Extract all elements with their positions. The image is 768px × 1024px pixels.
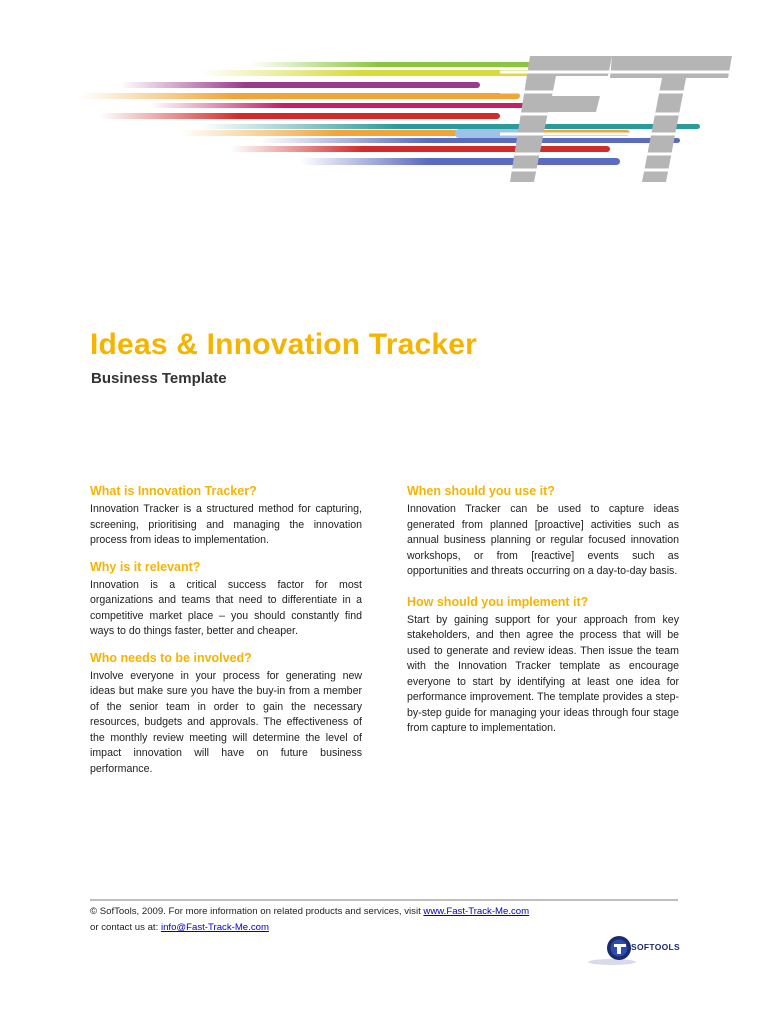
section-heading: Who needs to be involved? xyxy=(90,650,252,665)
section-heading: When should you use it? xyxy=(407,484,555,498)
footer-text: or contact us at: xyxy=(90,922,161,933)
footer-divider xyxy=(90,899,678,901)
section-heading: What is Innovation Tracker? xyxy=(90,484,257,498)
section-heading: Why is it relevant? xyxy=(90,559,201,574)
footer-text: © SofTools, 2009. For more information on related products and services, visit xyxy=(90,906,424,917)
email-link[interactable]: info@Fast-Track-Me.com xyxy=(160,922,269,933)
section-body: Start by gaining support for your approach from key stakeholders, and then agree the process that will be used to generate and review ideas. Then issue the team with the Innovation Tracker template as encourage everyone to start by identifying at least one idea for performance improvement. The template provides a step-by-step guide for managing your ideas through four stage from capture to implementation. xyxy=(407,613,679,734)
section-body: Innovation Tracker can be used to capture ideas generated from planned [proactive] activities such as annual business planning or regular focused innovation workshops, or from [reactive] events such as opportunities and threats occurring on a day-to-day basis. xyxy=(407,503,679,577)
footer-copyright xyxy=(90,906,529,917)
right-column xyxy=(407,483,679,747)
section-heading: How should you implement it? xyxy=(407,594,589,609)
fast-track-logo xyxy=(0,0,768,200)
section-body: Involve everyone in your process for generating new ideas but make sure you have the buy-in from a member of the senior team in order to gain the necessary resources, budgets and approvals. The effectiveness of the monthly review meeting will determine the level of impact innovation will have on future business performance. xyxy=(90,669,362,775)
footer-contact xyxy=(90,922,269,933)
left-column xyxy=(90,483,362,787)
softools-brand-label: SOFTOOLS xyxy=(631,942,680,952)
section-body: Innovation is a critical success factor for most organizations and teams that need to differentiate in a competitive market place – you should constantly find ways to do things faster, better and cheaper. xyxy=(90,578,362,637)
document-subtitle: Business Template xyxy=(91,370,227,387)
document-title: Ideas & Innovation Tracker xyxy=(90,328,477,361)
section-body: Innovation Tracker is a structured method for capturing, screening, prioritising and managing the innovation process from ideas to implementation. xyxy=(90,503,362,546)
website-link[interactable]: www.Fast-Track-Me.com xyxy=(423,906,530,917)
